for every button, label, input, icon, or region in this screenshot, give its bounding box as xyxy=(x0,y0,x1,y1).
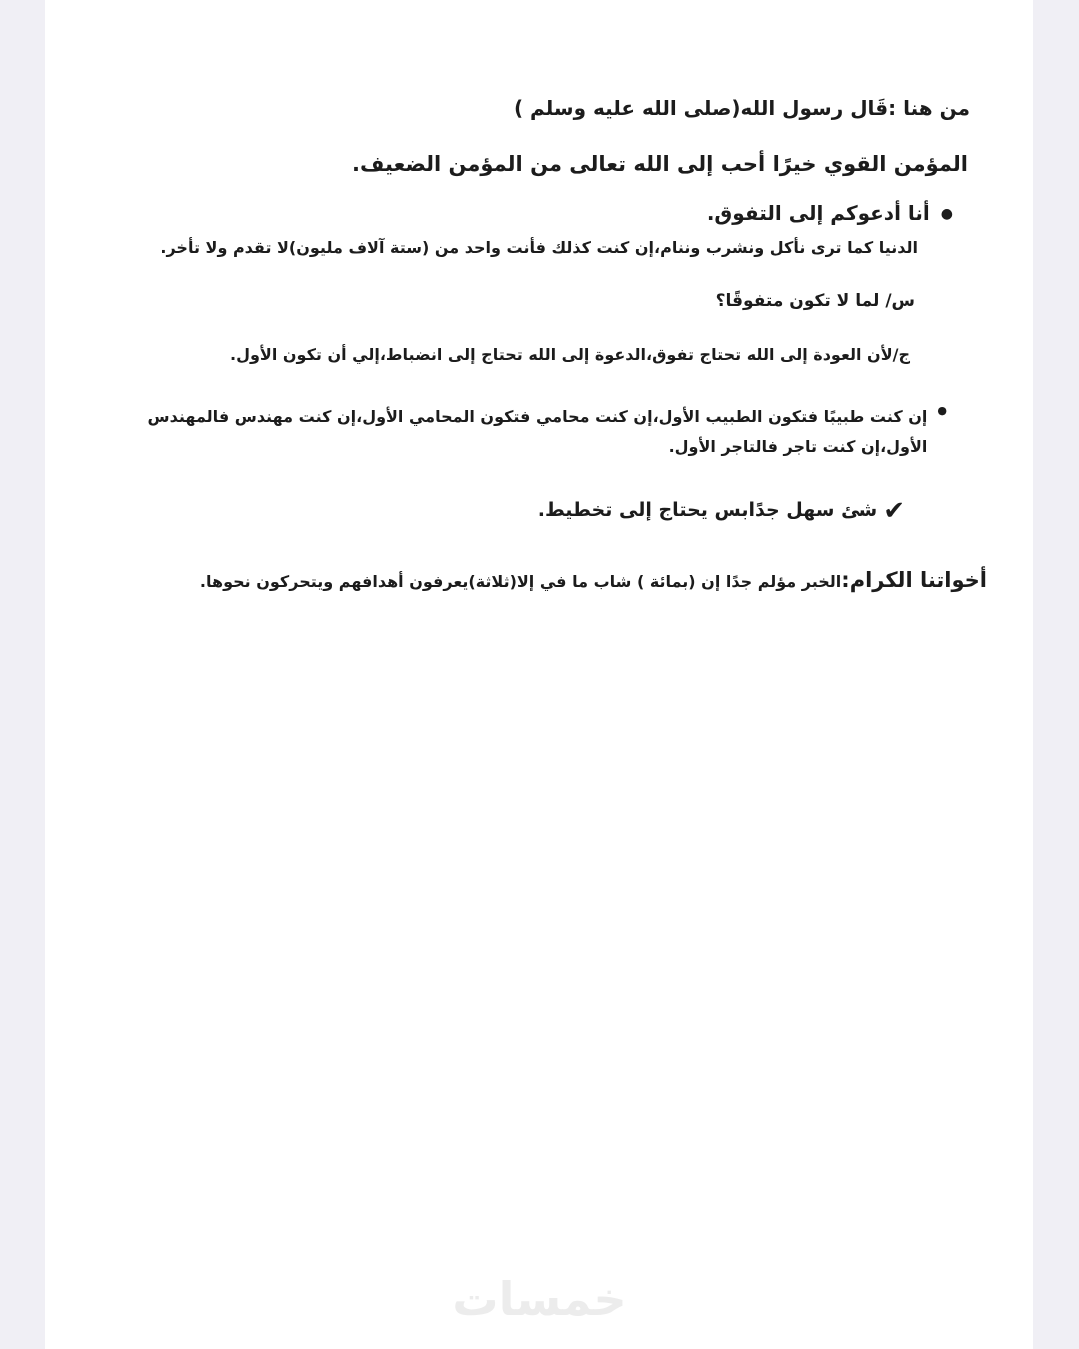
bullet-item-text: أنا أدعوكم إلى التفوق. xyxy=(706,201,930,225)
checkmark-line-text: شئ سهل جدًابس يحتاج إلى تخطيط. xyxy=(537,499,878,521)
closing-lead-text: أخواتنا الكرام: xyxy=(841,568,987,592)
checkmark-line xyxy=(538,494,905,529)
checkmark-icon: ✔ xyxy=(883,496,905,526)
document-title: من هنا :قَال رسول الله(صلى الله عليه وسلم ) xyxy=(513,96,970,120)
khamsat-watermark: خمسات xyxy=(452,1272,627,1326)
question-line: س/ لما لا تكون متفوقًا؟ xyxy=(715,291,915,311)
hadith-line: المؤمن القوي خيرًا أحب إلى الله تعالى من المؤمن الضعيف. xyxy=(352,152,968,176)
bullet-sub-line: الدنيا كما ترى نأكل ونشرب وننام،إن كنت كذلك فأنت واحد من (ستة آلاف مليون)لا تقدم ولا تأخر. xyxy=(160,238,918,257)
page-margin-left xyxy=(0,0,45,1349)
bullet-icon: ● xyxy=(937,404,947,417)
bullet-item-text: إن كنت طبيبًا فتكون الطبيب الأول،إن كنت محامي فتكون المحامي الأول،إن كنت مهندس فالمهندس الأول،إن كنت تاجر فالتاجر الأول. xyxy=(147,407,928,457)
bullet-item-professions xyxy=(127,402,947,463)
closing-rest-text: الخبر مؤلم جدًا إن (بمائة ) شاب ما في إلا(ثلاثة)يعرفون أهدافهم ويتحركون نحوها. xyxy=(199,572,842,591)
page-margin-right xyxy=(1033,0,1079,1349)
answer-line: ج/لأن العودة إلى الله تحتاج تفوق،الدعوة إلى الله تحتاج إلى انضباط،إلي أن تكون الأول. xyxy=(230,345,910,364)
bullet-item-call-to-excellence xyxy=(707,200,953,227)
closing-line xyxy=(200,566,987,594)
bullet-icon: ● xyxy=(940,206,953,222)
